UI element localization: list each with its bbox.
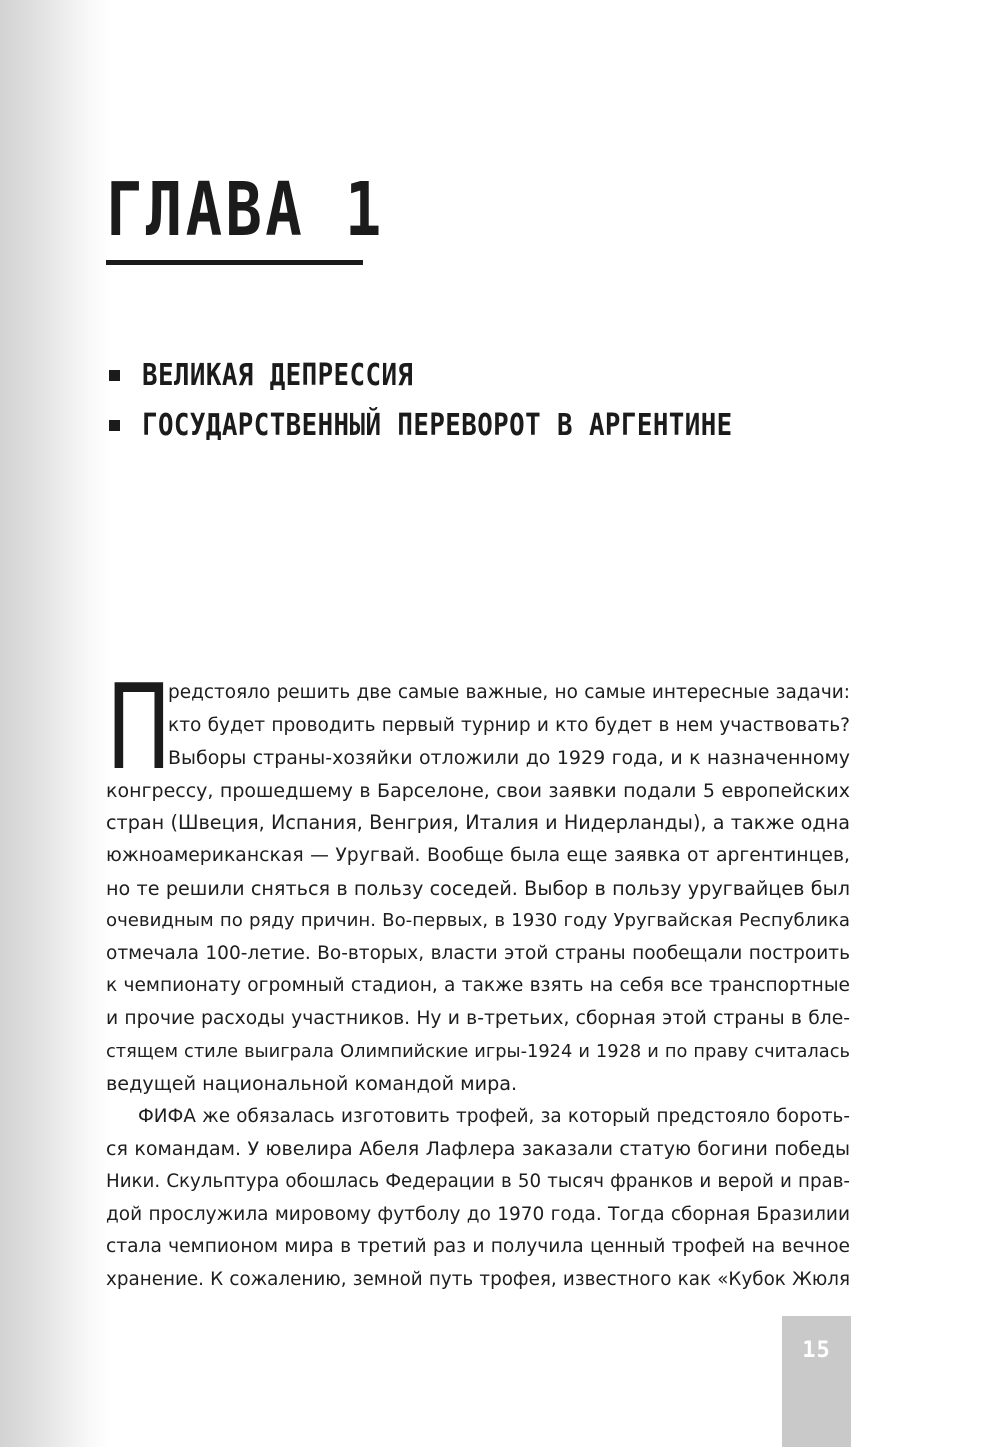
square-bullet-icon: [109, 370, 120, 381]
topic-text: ВЕЛИКАЯ ДЕПРЕССИЯ: [142, 357, 414, 393]
text-line: к чемпионату огромный стадион, а также взять на себя все транспортные: [106, 975, 850, 997]
text-line: стящем стиле выиграла Олимпийские игры-1924 и 1928 и по праву считалась: [106, 1040, 850, 1062]
text-line: Выборы страны-хозяйки отложили до 1929 года, и к назначенному: [168, 747, 850, 770]
text-line: южноамериканская — Уругвай. Вообще была еще заявка от аргентинцев,: [106, 844, 850, 866]
text-line: ся командам. У ювелира Абеля Лафлера заказали статую богини победы: [106, 1138, 850, 1161]
text-line: и прочие расходы участников. Ну и в-третьих, сборная этой страны в бле-: [106, 1007, 850, 1029]
chapter-topics-list: [106, 350, 829, 450]
topic-item: [106, 350, 829, 400]
text-line: ведущей национальной командой мира.: [106, 1072, 518, 1096]
text-line: дой прослужила мировому футболу до 1970 года. Тогда сборная Бразилии: [106, 1203, 850, 1225]
text-line: стран (Швеция, Испания, Венгрия, Италия и Нидерланды), а также одна: [106, 811, 850, 835]
text-line: хранение. К сожалению, земной путь трофея, известного как «Кубок Жюля: [106, 1268, 850, 1290]
page-gutter-shade: [0, 0, 110, 1447]
text-line: конгрессу, прошедшему в Барселоне, свои заявки подали 5 европейских: [106, 779, 850, 802]
text-line: Ники. Скульптура обошлась Федерации в 50 тысяч франков и верой и прав-: [106, 1170, 850, 1192]
text-line: отмечала 100-летие. Во-вторых, власти этой страны пообещали построить: [106, 942, 850, 964]
title-underline: [106, 260, 363, 265]
topic-item: [106, 400, 829, 450]
text-line: редстояло решить две самые важные, но самые интересные задачи:: [168, 682, 850, 703]
chapter-title: ГЛАВА 1: [106, 167, 385, 253]
text-line: но те решили сняться в пользу соседей. Выбор в пользу уругвайцев был: [106, 876, 850, 900]
topic-text: ГОСУДАРСТВЕННЫЙ ПЕРЕВОРОТ В АРГЕНТИНЕ: [142, 407, 733, 443]
body-text: [106, 658, 850, 1296]
text-line: очевидным по ряду причин. Во-первых, в 1930 году Уругвайская Республика: [106, 910, 850, 932]
text-line: стала чемпионом мира в третий раз и получила ценный трофей на вечное: [106, 1236, 850, 1258]
drop-cap: П: [106, 658, 172, 796]
page-number-tab: [782, 1316, 851, 1447]
page-number: 15: [802, 1338, 831, 1363]
text-line: кто будет проводить первый турнир и кто будет в нем участвовать?: [168, 714, 850, 736]
square-bullet-icon: [109, 420, 120, 431]
text-line: ФИФА же обязалась изготовить трофей, за который предстояло бороть-: [138, 1105, 850, 1127]
